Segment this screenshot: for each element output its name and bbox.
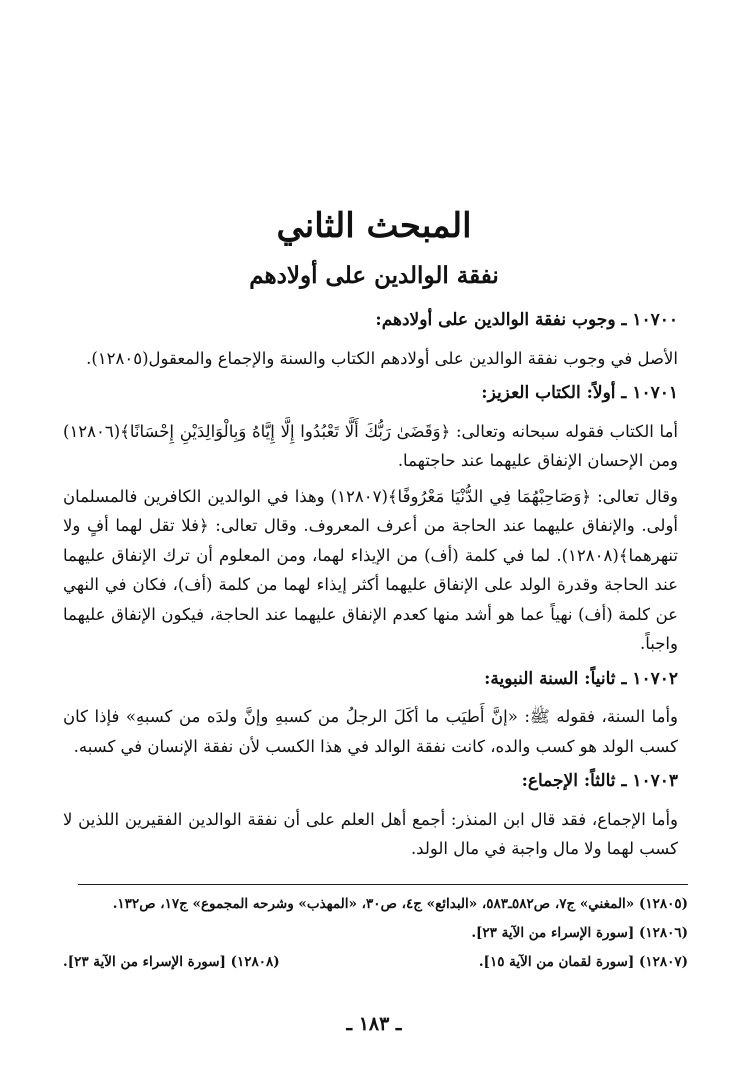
paragraph-heading: ١٠٧٠١ ـ أولاً: الكتاب العزيز:: [481, 383, 678, 403]
body-text: [63, 306, 678, 870]
paragraph: الأصل في وجوب نفقة الوالدين على أولادهم الكتاب والسنة والإجماع والمعقول(١٢٨٠٥).: [86, 348, 678, 368]
paragraph-heading: ١٠٧٠٣ ـ ثالثاً: الإجماع:: [521, 771, 678, 791]
footnote-divider: [78, 884, 688, 885]
paragraph: وأما الإجماع، فقد قال ابن المنذر: أجمع أهل العلم على أن نفقة الوالدين الفقيرين اللذين لا كسب لهما ولا مال واجبة في مال الولد.: [63, 809, 678, 858]
section-subtitle: نفقة الوالدين على أولادهم: [249, 262, 499, 289]
footnote: (١٢٨٠٧) [سورة لقمان من الآية ١٥].: [478, 954, 688, 970]
footnote-row: [63, 948, 688, 977]
footnote: (١٢٨٠٦) [سورة الإسراء من الآية ٢٣].: [471, 925, 688, 941]
paragraph-heading: ١٠٧٠٢ ـ ثانياً: السنة النبوية:: [484, 668, 678, 689]
paragraph: وأما السنة، فقوله ﷺ: «إنَّ أَطيَب ما أكَلَ الرجلُ من كسبهِ وإنَّ ولدَه من كسبهِ» فإذا كان كسب الولد هو كسب والده، كانت نفقة الوالد في هذا الكسب لأن نفقة الإنسان في كسبه.: [63, 707, 678, 756]
footnotes: [63, 890, 688, 977]
chapter-title: المبحث الثاني: [276, 206, 472, 246]
paragraph-heading: ١٠٧٠٠ ـ وجوب نفقة الوالدين على أولادهم:: [375, 310, 678, 330]
paragraph: أما الكتاب فقوله سبحانه وتعالى: ﴿وَقَضَىٰ رَبُّكَ أَلَّا تَعْبُدُوا إِلَّا إِيَّاهُ وَبِالْوَالِدَيْنِ إِحْسَانًا﴾(١٢٨٠٦) ومن الإحسان الإنفاق عليهما عند حاجتهما.: [63, 421, 678, 470]
footnote: (١٢٨٠٥) «المغني» ج٧، ص٥٨٢ـ٥٨٣، «البدائع» ج٤، ص٣٠، «المهذب» وشرحه المجموع» ج١٧، ص١٣٢.: [112, 896, 688, 912]
footnote: (١٢٨٠٨) [سورة الإسراء من الآية ٢٣].: [63, 954, 280, 970]
page-number: ـ ١٨٣ ـ: [346, 1013, 402, 1035]
paragraph: وقال تعالى: ﴿وَصَاحِبْهُمَا فِي الدُّنْيَا مَعْرُوفًا﴾(١٢٨٠٧) وهذا في الوالدين الكافرين فالمسلمان أولى. والإنفاق عليهما عند الحاجة من أعرف المعروف. وقال تعالى: ﴿فلا تقل لهما أفٍ ولا تنهرهما﴾(١٢٨٠٨). لما في كلمة (أف) من الإيذاء لهما، ومن المعلوم أن ترك الإنفاق عليهما عند الحاجة وقدرة الولد على الإنفاق عليهما أكثر إيذاء لهما من كلمة (أف)، فكان في النهي عن كلمة (أف) نهياً عما هو أشد منها كعدم الإنفاق عليهما عند الحاجة، فيكون الإنفاق عليهما واجباً.: [63, 486, 678, 653]
